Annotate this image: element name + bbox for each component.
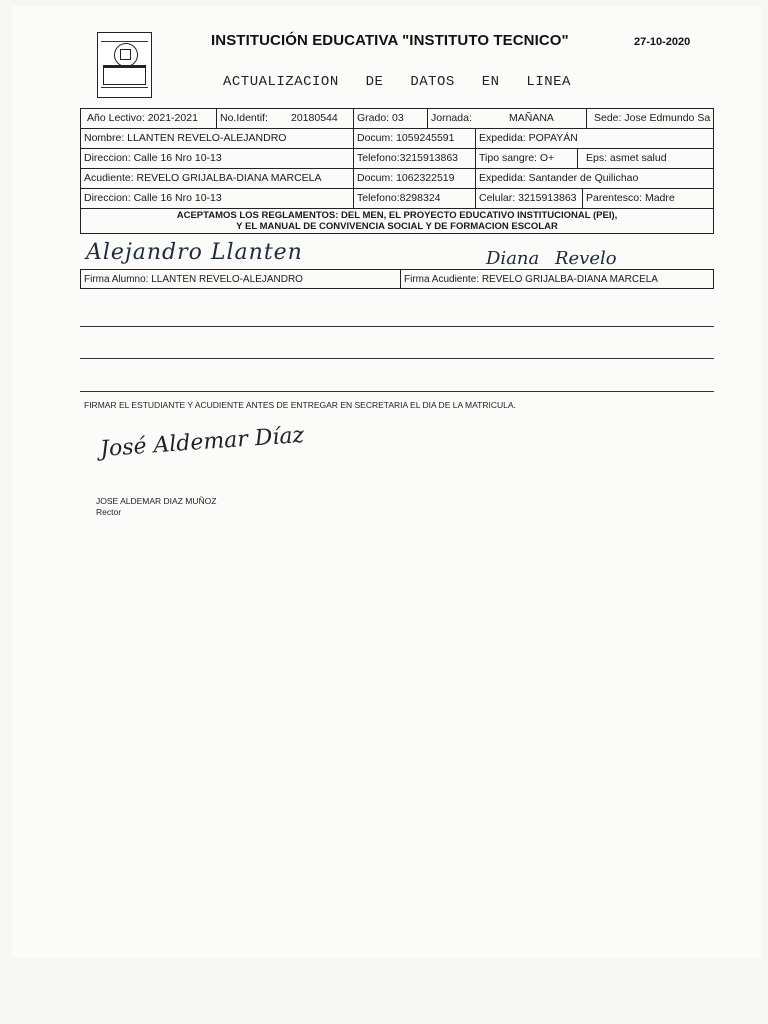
jornada-value-cell: MAÑANA [509, 112, 554, 124]
divider-line [80, 391, 714, 392]
divider-line [80, 326, 714, 327]
identif-value-cell: 20180544 [291, 112, 338, 124]
logo-banner [101, 35, 148, 42]
document-title: INSTITUCIÓN EDUCATIVA "INSTITUTO TECNICO" [211, 32, 569, 49]
table-row [80, 128, 714, 148]
jornada-label-cell: Jornada: [427, 109, 489, 128]
rector-role: Rector [96, 507, 122, 517]
acudiente-expedida-cell: Expedida: Santander de Quilichao [475, 169, 715, 188]
parentesco-cell: Parentesco: Madre [582, 189, 715, 208]
expedida-cell: Expedida: POPAYÁN [475, 129, 715, 148]
rector-handwritten-signature: José Aldemar Díaz [99, 422, 305, 463]
signing-instruction: FIRMAR EL ESTUDIANTE Y ACUDIENTE ANTES DE ENTREGAR EN SECRETARIA EL DIA DE LA MATRICULA. [84, 400, 516, 410]
sede-cell: Sede: Jose Edmundo Sa [586, 109, 715, 128]
table-row [80, 168, 714, 188]
student-data-table [80, 108, 714, 234]
signature-row [80, 269, 714, 289]
logo-base [101, 87, 148, 94]
acudiente-cell: Acudiente: REVELO GRIJALBA-DIANA MARCELA [84, 172, 322, 184]
table-row [80, 108, 714, 128]
firma-acudiente-cell: Firma Acudiente: REVELO GRIJALBA-DIANA MARCELA [400, 270, 713, 288]
docum-cell: Docum: 1059245591 [353, 129, 475, 148]
tipo-sangre-cell: Tipo sangre: O+ [475, 149, 577, 168]
direccion-cell: Direccion: Calle 16 Nro 10-13 [84, 152, 222, 164]
rector-name: JOSE ALDEMAR DIAZ MUÑOZ [96, 496, 217, 506]
identif-label-cell: No.Identif: [216, 109, 279, 128]
document-date: 27-10-2020 [634, 36, 691, 48]
table-row [80, 188, 714, 208]
notice-line-2: Y EL MANUAL DE CONVIVENCIA SOCIAL Y DE FORMACION ESCOLAR [236, 221, 558, 232]
logo-building [103, 65, 146, 85]
logo-seal [114, 43, 138, 67]
divider-line [80, 358, 714, 359]
anio-lectivo-cell: Año Lectivo: 2021-2021 [87, 112, 198, 124]
firma-alumno-cell: Firma Alumno: LLANTEN REVELO-ALEJANDRO [84, 274, 303, 285]
table-row [80, 148, 714, 168]
student-handwritten-signature: Alejandro Llanten [86, 240, 303, 265]
notice-line-1: ACEPTAMOS LOS REGLAMENTOS: DEL MEN, EL PROYECTO EDUCATIVO INSTITUCIONAL (PEI), [176, 210, 618, 221]
nombre-cell: Nombre: LLANTEN REVELO-ALEJANDRO [84, 132, 287, 144]
school-logo [97, 32, 152, 98]
grado-cell: Grado: 03 [353, 109, 427, 128]
acudiente-direccion-cell: Direccion: Calle 16 Nro 10-13 [84, 192, 222, 204]
acudiente-docum-cell: Docum: 1062322519 [353, 169, 475, 188]
document-subtitle: ACTUALIZACION DE DATOS EN LINEA [223, 74, 571, 90]
celular-cell: Celular: 3215913863 [475, 189, 582, 208]
acudiente-telefono-cell: Telefono:8298324 [353, 189, 475, 208]
eps-cell: Eps: asmet salud [577, 149, 715, 168]
reglamentos-notice [80, 208, 714, 234]
telefono-cell: Telefono:3215913863 [353, 149, 475, 168]
guardian-handwritten-signature: Diana Revelo [486, 248, 617, 269]
